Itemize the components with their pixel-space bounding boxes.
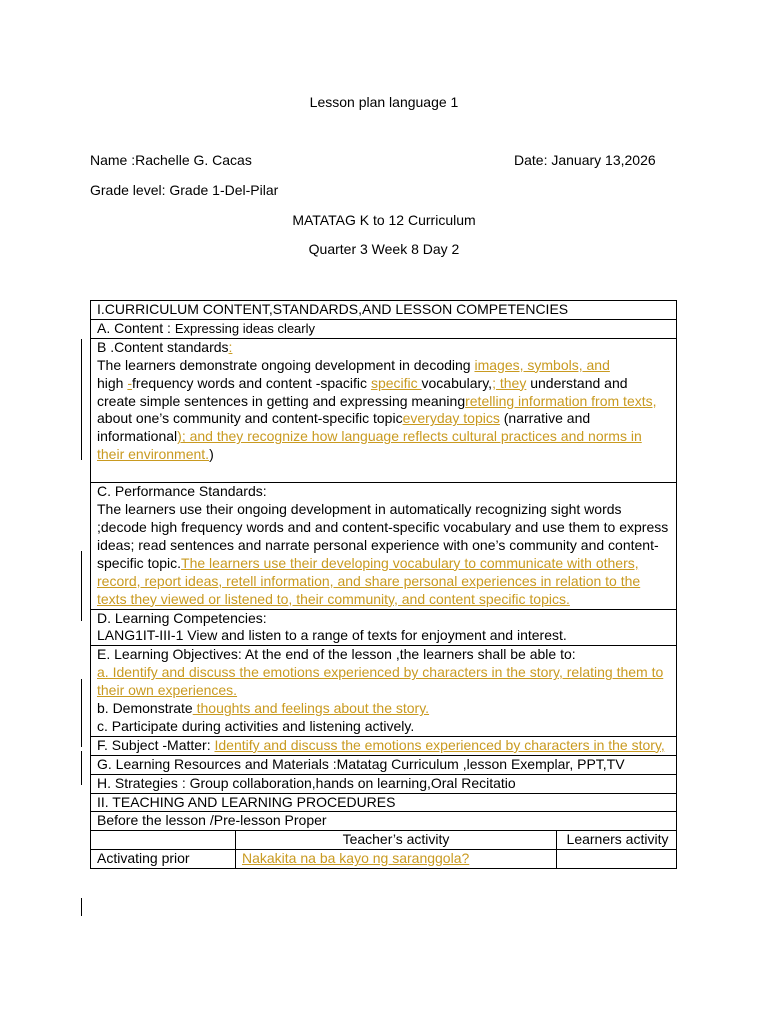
text-run: (narrative and informational bbox=[97, 410, 591, 445]
learning-objectives-row bbox=[90, 646, 677, 737]
document-title: Lesson plan language 1 bbox=[309, 94, 459, 110]
tracked-insertion: specific bbox=[370, 374, 422, 391]
text-run: frequency words and content -spacific bbox=[132, 374, 371, 391]
learners-activity-header: Learners activity bbox=[556, 831, 678, 849]
text-run: ) bbox=[209, 446, 214, 463]
strategies-row bbox=[90, 775, 677, 794]
before-lesson-row bbox=[90, 812, 677, 831]
learning-competencies-value: LANG1IT-III-1 View and listen to a range of texts for enjoyment and interest. bbox=[97, 627, 567, 644]
change-bar bbox=[81, 679, 82, 747]
learning-objectives-label: E. Learning Objectives: At the end of the lesson ,the learners shall be able to: bbox=[97, 646, 576, 663]
lesson-date: Date: January 13,2026 bbox=[514, 152, 656, 168]
content-standards-text bbox=[97, 357, 670, 464]
text-run: about one’s community and content-specific topic bbox=[97, 410, 403, 427]
tracked-insertion: ); and they recognize how language reflects cultural practices and norms in their environment. bbox=[97, 428, 642, 463]
tracked-insertion: : bbox=[228, 338, 233, 355]
learners-activity-cell bbox=[556, 850, 678, 868]
subject-matter-label: F. Subject -Matter: bbox=[97, 736, 215, 753]
objective-a: a. Identify and discuss the emotions experienced by characters in the story, relating them to their own experiences. bbox=[97, 664, 664, 699]
change-bar bbox=[81, 551, 82, 621]
objective-b bbox=[97, 700, 670, 718]
tracked-insertion: thoughts and feelings about the story. bbox=[192, 700, 430, 717]
tracked-insertion: images, symbols, and bbox=[474, 356, 610, 373]
teacher-activity-header: Teacher’s activity bbox=[235, 831, 556, 849]
content-standards-label: B .Content standards bbox=[97, 338, 229, 355]
text-run: b. Demonstrate bbox=[97, 700, 193, 717]
tracked-insertion: - bbox=[127, 374, 133, 391]
objective-c bbox=[97, 718, 670, 736]
section-curriculum-heading bbox=[90, 300, 677, 320]
before-lesson-text: Before the lesson /Pre-lesson Proper bbox=[97, 812, 327, 829]
change-bar bbox=[81, 898, 82, 916]
tracked-insertion: The learners use their developing vocabulary to communicate with others, record, report ideas, retell information, and share personal experiences in relation to the texts they viewed or listened to, their community, and content specific topics. bbox=[97, 554, 641, 607]
text-run: c. Participate during activities and listening actively. bbox=[97, 717, 415, 734]
section-procedures-heading bbox=[90, 794, 677, 813]
text-run: high bbox=[97, 374, 128, 391]
activity-header-row bbox=[90, 831, 677, 850]
subject-matter-row bbox=[90, 737, 677, 756]
grade-level: Grade level: Grade 1-Del-Pilar bbox=[90, 182, 279, 198]
text-run: The learners use their ongoing development in automatically recognizing sight words ;decode high frequency words and and content-specific vocabulary and use them to express ideas; read sentences and narrate personal experience with one’s community and content-specific topic. bbox=[97, 501, 669, 571]
quarter-week-day: Quarter 3 Week 8 Day 2 bbox=[308, 241, 460, 257]
activity-step-label: Activating prior bbox=[97, 850, 190, 867]
text-run: vocabulary, bbox=[421, 374, 493, 391]
activity-row bbox=[90, 850, 677, 869]
section-heading-text: I.CURRICULUM CONTENT,STANDARDS,AND LESSON COMPETENCIES bbox=[97, 301, 569, 317]
content-standards-row bbox=[90, 339, 677, 483]
lesson-plan-table bbox=[90, 300, 677, 869]
tracked-insertion: ; they bbox=[492, 374, 527, 391]
learning-resources-row bbox=[90, 756, 677, 775]
learning-resources-text: G. Learning Resources and Materials :Matatag Curriculum ,lesson Exemplar, PPT,TV bbox=[97, 755, 625, 772]
learning-competencies-label: D. Learning Competencies: bbox=[97, 609, 267, 626]
teacher-name: Name :Rachelle G. Cacas bbox=[90, 152, 252, 168]
strategies-text: H. Strategies : Group collaboration,hands on learning,Oral Recitatio bbox=[97, 774, 516, 791]
learning-competencies-row bbox=[90, 610, 677, 647]
performance-standards-label: C. Performance Standards: bbox=[97, 483, 267, 500]
content-value: Expressing ideas clearly bbox=[174, 320, 316, 336]
subject-matter-value: Identify and discuss the emotions experienced by characters in the story, bbox=[214, 736, 665, 753]
section-heading-text: II. TEACHING AND LEARNING PROCEDURES bbox=[97, 793, 396, 810]
change-bar bbox=[81, 751, 82, 785]
tracked-insertion: retelling information from texts, bbox=[465, 392, 657, 409]
text-run: The learners demonstrate ongoing development in decoding bbox=[97, 356, 475, 373]
content-row bbox=[90, 320, 677, 339]
performance-standards-row bbox=[90, 483, 677, 609]
performance-standards-text bbox=[97, 501, 670, 608]
tracked-insertion: everyday topics bbox=[402, 410, 500, 427]
empty-cell bbox=[91, 831, 235, 849]
change-bar bbox=[81, 339, 82, 460]
curriculum-name: MATATAG K to 12 Curriculum bbox=[292, 212, 476, 228]
teacher-activity-cell: Nakakita na ba kayo ng saranggola? bbox=[235, 850, 556, 868]
text-run: understand and create simple sentences in getting and expressing meaning bbox=[97, 374, 628, 409]
content-label: A. Content : bbox=[97, 319, 175, 336]
